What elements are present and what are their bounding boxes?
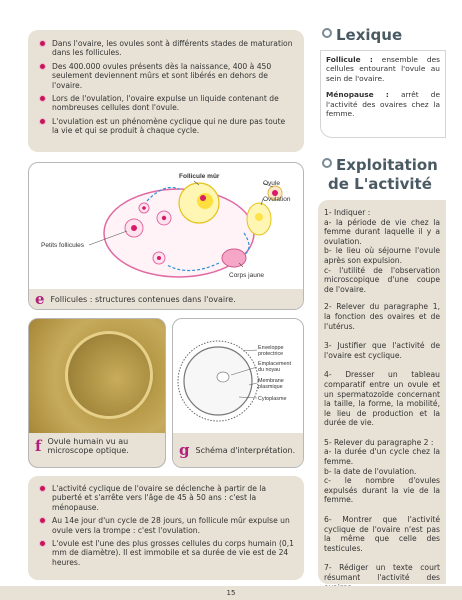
question-3: 3- Justifier que l'activité de l'ovaire est cyclique. bbox=[324, 341, 440, 360]
list-item: Lors de l'ovulation, l'ovaire expulse un liquide contenant de nombreuses cellules dont l'ovule. bbox=[38, 94, 294, 113]
intro-bullet-list bbox=[38, 39, 294, 136]
circle-icon bbox=[322, 28, 332, 38]
label-enveloppe: Enveloppe bbox=[258, 345, 284, 351]
caption-text: Follicules : structures contenues dans l'ovaire. bbox=[50, 294, 236, 304]
page-number: 15 bbox=[0, 586, 462, 600]
figure-f-microscope-photo bbox=[28, 318, 166, 468]
label-noyau: du noyau bbox=[258, 367, 281, 373]
intro-text-box bbox=[28, 30, 304, 152]
bullet-icon bbox=[39, 63, 46, 70]
bullet-icon bbox=[39, 95, 46, 102]
figure-letter: f bbox=[35, 437, 42, 455]
label-petits-follicules: Petits follicules bbox=[41, 242, 84, 249]
summary-bullet-list bbox=[38, 484, 294, 567]
exploitation-box bbox=[318, 200, 446, 584]
question-7: 7- Rédiger un texte court résumant l'activité des bbox=[324, 563, 440, 582]
list-item: L'activité cyclique de l'ovaire se déclenche à partir de la puberté et s'arrête vers l'âge de 45 à 50 ans : c'est la ménopause. bbox=[38, 484, 294, 512]
mature-follicle-cavity bbox=[197, 193, 213, 209]
figure-letter: e bbox=[35, 290, 45, 308]
label-noyau: Emplacement bbox=[258, 361, 291, 367]
lexique-heading: Lexique bbox=[322, 26, 402, 44]
list-item: Au 14e jour d'un cycle de 28 jours, un follicule mûr expulse un ovule vers la trompe : c'est l'ovulation. bbox=[38, 516, 294, 535]
bullet-icon bbox=[39, 118, 46, 125]
schema-nucleus bbox=[217, 372, 229, 382]
summary-text-box bbox=[28, 476, 304, 580]
list-item: Des 400.000 ovules présents dès la naissance, 400 à 450 seulement deviennent mûrs et sont libérés en dehors de l'ovaire. bbox=[38, 62, 294, 90]
ovule-cell-image bbox=[65, 331, 153, 419]
question-4: 4- Dresser un tableau comparatif entre un ovule et un spermatozoïde concernant la taille, la forme, la mobilité, le lieu de production et la durée de vie. bbox=[324, 370, 440, 428]
question-2: 2- Relever du paragraphe 1, la fonction des ovaires et de l'utérus. bbox=[324, 302, 440, 331]
question-1: 1- Indiquer : a- la période de vie chez la femme durant laquelle il y a ovulation. b- le lieu où séjourne l'ovule après son expulsion. c- l'utilité de l'observation microscopique d'une coupe de l'ovaire. bbox=[324, 208, 440, 294]
circle-icon bbox=[322, 158, 332, 168]
figure-letter: g bbox=[179, 441, 190, 459]
figure-f-caption bbox=[29, 433, 165, 467]
caption-text: Schéma d'interprétation. bbox=[195, 445, 296, 455]
figure-e-ovary-diagram bbox=[28, 162, 304, 310]
figure-g-caption bbox=[173, 433, 303, 467]
list-item: L'ovule est l'une des plus grosses cellules du corps humain (0,1 mm de diamètre). Il est immobile et sa durée de vie est de 24 heures. bbox=[38, 539, 294, 567]
label-ovulation: Ovulation bbox=[263, 196, 291, 203]
figure-g-schema bbox=[172, 318, 304, 468]
label-enveloppe: protectrice bbox=[258, 351, 284, 357]
microscope-photo bbox=[29, 319, 166, 435]
ovary-diagram bbox=[29, 163, 304, 291]
caption-text: microscope optique. bbox=[47, 446, 129, 455]
corpus-luteum bbox=[222, 249, 246, 267]
schema-membrane bbox=[184, 347, 252, 415]
exploitation-heading: Exploitation de L'activité bbox=[322, 156, 438, 194]
bullet-icon bbox=[39, 40, 46, 47]
figure-e-caption bbox=[29, 289, 303, 309]
interpretation-schema bbox=[173, 319, 304, 439]
label-corps-jaune: Corps jaune bbox=[229, 272, 265, 279]
bullet-icon bbox=[39, 485, 46, 492]
caption-text: Ovule humain vu au bbox=[47, 437, 129, 446]
label-membrane: plasmique bbox=[258, 384, 283, 390]
question-6: 6- Montrer que l'activité cyclique de l'ovaire n'est pas la même que celle des testicules. bbox=[324, 515, 440, 553]
bullet-icon bbox=[39, 540, 46, 547]
list-item: Dans l'ovaire, les ovules sont à différents stades de maturation dans les follicules. bbox=[38, 39, 294, 58]
list-item: L'ovulation est un phénomène cyclique qui ne dure pas toute la vie et qui se produit à chaque cycle. bbox=[38, 117, 294, 136]
follicle-ovule bbox=[200, 195, 206, 201]
bullet-icon bbox=[39, 517, 46, 524]
label-membrane: Membrane bbox=[258, 378, 284, 384]
lexique-box: Follicule : ensemble des cellules entourant l'ovule au sein de l'ovaire. Ménopause : arrêt de l'activité des ovaires chez la femme. bbox=[320, 50, 446, 138]
label-cytoplasme: Cytoplasme bbox=[258, 396, 287, 402]
label-follicule-mur: Follicule mûr bbox=[179, 173, 220, 180]
label-ovule: Ovule bbox=[263, 180, 280, 187]
question-5: 5- Relever du paragraphe 2 : a- la durée d'un cycle chez la femme. b- la date de l'ovulation. c- le nombre d'ovules expulsés durant la vie de la femme. bbox=[324, 437, 440, 505]
